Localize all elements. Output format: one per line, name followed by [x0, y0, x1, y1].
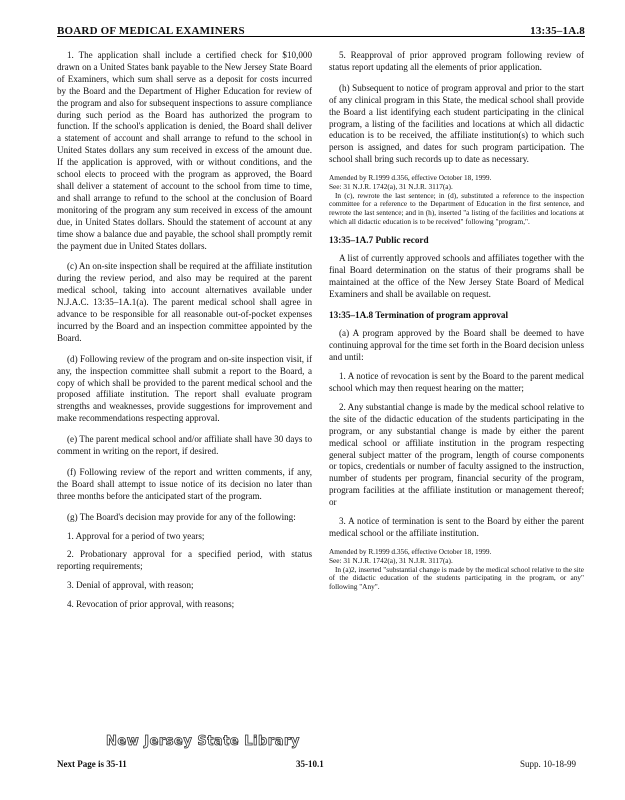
note-line: In (a)2, inserted "substantial change is made by the medical school relative to the site of the didactic education of the students participating in the program, or any" following "Any". [329, 564, 584, 592]
note-line: See: 31 N.J.R. 1742(a), 31 N.J.R. 3117(a). [329, 181, 453, 191]
footer-supplement: Supp. 10-18-99 [520, 759, 576, 769]
page-header [57, 12, 585, 37]
paragraph-b1: 1. The application shall include a certified check for $10,000 drawn on a United States bank payable to the New Jersey State Board of Examiners, which sum shall serve as a deposit for costs incurred by the Board and the Department of Higher Education for review of the program and also for subsequent inspections to assure compliance during such period as the Board has authorized the program to function. If the school's application is denied, the Board shall deliver a statement of account and shall arrange to refund to the school in United States dollars any sum received in excess of the amount due. If the application is approved, with or without conditions, and the school elects to proceed with the program as approved, the Board shall deliver a statement of account to the school from time to time, and shall arrange to refund to the school at the conclusion of Board monitoring of the program any sum received in excess of the amount due, in United States dollars. Should the statement of account at any time show a balance due and payable, the school shall promptly remit the payment due in United States dollars. [57, 50, 312, 251]
left-column [57, 50, 312, 617]
paragraph-a: (a) A program approved by the Board shall be deemed to have continuing approval for the time set forth in the Board decision unless and until: [329, 327, 584, 362]
list-item: 2. Any substantial change is made by the medical school relative to the site of the didactic education of the students participating in the program, or any substantial change is made by either the parent medical school or affiliate institution in the program respecting general subject matter of the program, length of course components or topics, credentials or number of faculty assigned to the instruction, number of students per program, financial security of the program, program facilities at the affiliate institution or management thereof; or [329, 401, 584, 508]
section-heading-public-record: 13:35–1A.7 Public record [329, 235, 429, 246]
paragraph-c: (c) An on-site inspection shall be required at the affiliate institution during the review period, and also may be required at the parent medical school, taking into account alternatives available under N.J.A.C. 13:35–1A.1(a). The parent medical school shall agree in advance to be responsible for all reasonable out-of-pocket expenses incurred by the Board and an inspection committee appointed by the Board. [57, 261, 312, 343]
amendment-note [329, 174, 584, 226]
paragraph-e: (e) The parent medical school and/or affiliate shall have 30 days to comment in writing on the report, if desired. [57, 434, 312, 457]
right-column [329, 50, 584, 601]
note-line: See: 31 N.J.R. 1742(a), 31 N.J.R. 3117(a). [329, 555, 453, 565]
list-item: 3. A notice of termination is sent to the Board by either the parent medical school or the affiliate institution. [329, 516, 584, 539]
footer-next-page: Next Page is 35-11 [57, 759, 127, 769]
list-item: 1. A notice of revocation is sent by the Board to the parent medical school which may then request hearing on the matter; [329, 370, 584, 393]
list-item: 2. Probationary approval for a specified period, with status reporting requirements; [57, 549, 312, 572]
paragraph-public-record: A list of currently approved schools and affiliates together with the final Board determination on the status of their programs shall be maintained at the office of the New Jersey State Board of Medical Examiners and shall be available on request. [329, 253, 584, 299]
list-item: 4. Revocation of prior approval, with reasons; [67, 598, 235, 609]
library-stamp: New Jersey State Library [106, 734, 300, 749]
list-item: 3. Denial of approval, with reason; [67, 579, 194, 590]
note-line: In (c), rewrote the last sentence; in (d), substituted a reference to the inspection committee for a reference to the Department of Education in the first sentence, and rewrote the last sentence; and in (h), inserted "a listing of the facilities and locations at which all didactic education is to be received" following "program,". [329, 190, 584, 226]
list-item: 5. Reapproval of prior approved program following review of status report updating all the elements of prior application. [329, 50, 584, 72]
paragraph-f: (f) Following review of the report and written comments, if any, the Board shall attempt to issue notice of its decision no later than three months before the anticipated start of the program. [57, 467, 312, 501]
list-item: 1. Approval for a period of two years; [67, 530, 205, 541]
footer-page-number: 35-10.1 [296, 759, 324, 769]
paragraph-g: (g) The Board's decision may provide for any of the following: [67, 511, 296, 522]
header-title: BOARD OF MEDICAL EXAMINERS [57, 25, 245, 37]
paragraph-h: (h) Subsequent to notice of program approval and prior to the start of any clinical program in this State, the medical school shall provide the Board a list identifying each student participating in the clinical program, a listing of the facilities and locations at which all didactic education is to be received, the affiliate institution(s) to which such person is assigned, and dates for such program participation. The school shall bring such records up to date as necessary. [329, 82, 584, 165]
note-line: Amended by R.1999 d.356, effective October 18, 1999. [329, 173, 492, 183]
note-line: Amended by R.1999 d.356, effective October 18, 1999. [329, 547, 492, 557]
header-section-number: 13:35–1A.8 [530, 25, 585, 37]
section-heading-termination: 13:35–1A.8 Termination of program approval [329, 309, 509, 320]
amendment-note [329, 548, 584, 592]
paragraph-d: (d) Following review of the program and on-site inspection visit, if any, the inspection committee shall submit a report to the Board, a copy of which shall be provided to the parent medical school and the proposed affiliate institution. The report shall evaluate program strengths and weaknesses, provide suggestions for improvement and make recommendations respecting approval. [57, 353, 312, 424]
